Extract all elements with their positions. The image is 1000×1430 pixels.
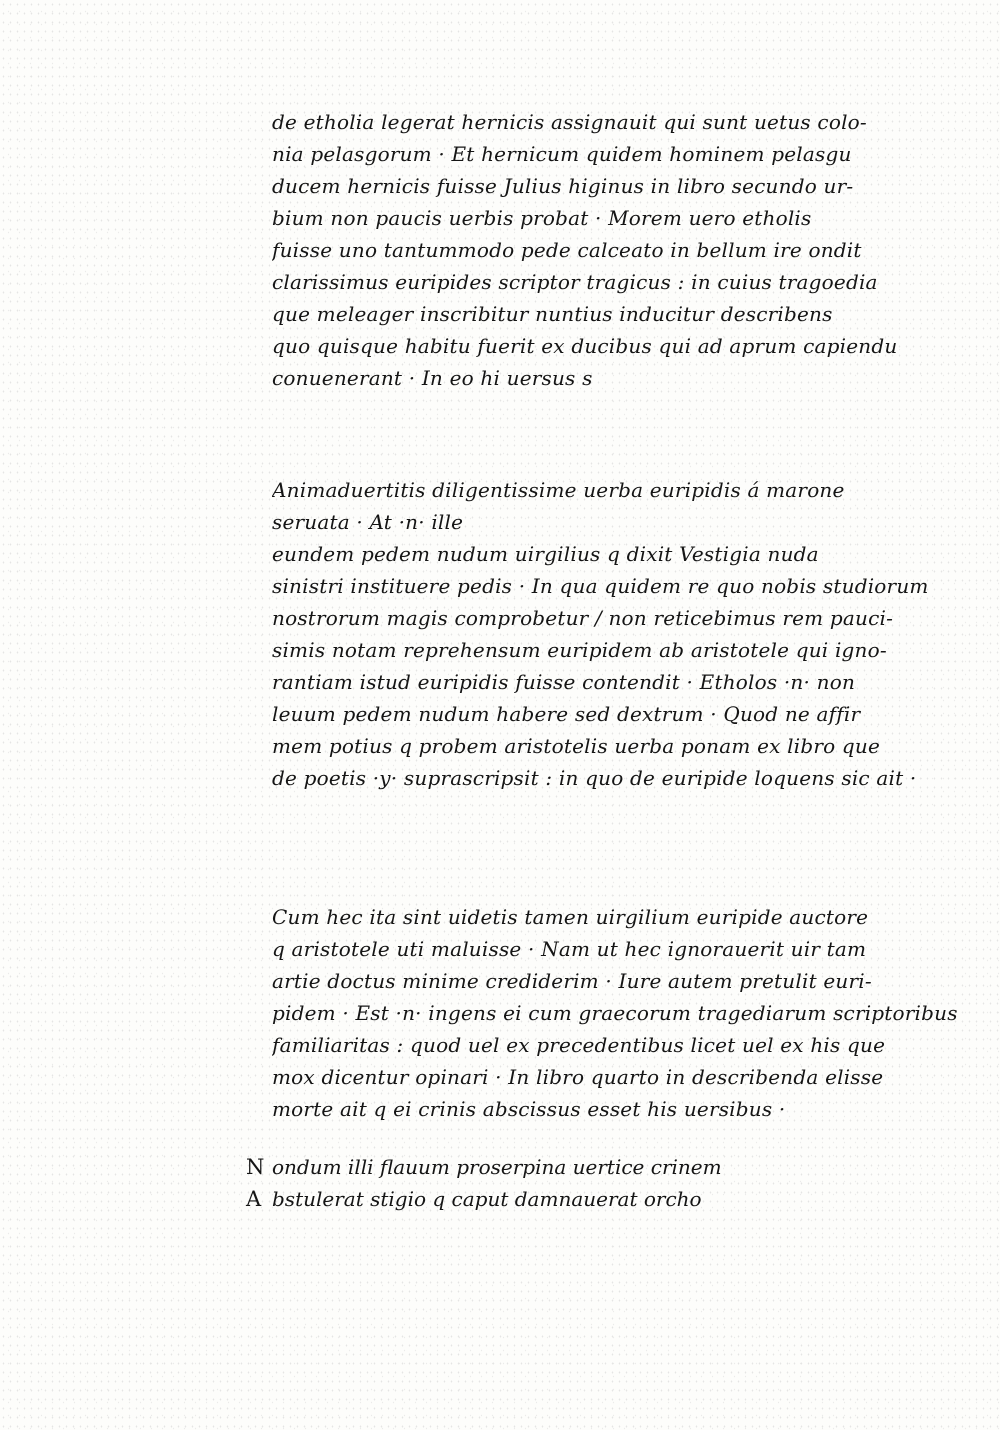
verse-text: bstulerat stigio q caput damnauerat orcho — [272, 1187, 702, 1211]
text-line: nostrorum magis comprobetur / non reticebimus rem pauci- — [272, 606, 894, 630]
verse-text: ondum illi flauum proserpina uertice crinem — [272, 1155, 722, 1179]
text-line: nia pelasgorum · Et hernicum quidem hominem pelasgu — [272, 142, 852, 166]
text-line: de etholia legerat hernicis assignauit qui sunt uetus colo- — [272, 110, 867, 134]
text-line: ducem hernicis fuisse Julius higinus in libro secundo ur- — [272, 174, 854, 198]
verse-line — [246, 1183, 966, 1215]
text-line: de poetis ·y· suprascripsit : in quo de euripide loquens sic ait · — [272, 766, 917, 790]
paragraph-1 — [272, 106, 962, 394]
text-line: simis notam reprehensum euripidem ab aristotele qui igno- — [272, 638, 887, 662]
text-line: artie doctus minime crediderim · Iure autem pretulit euri- — [272, 969, 872, 993]
text-line: q aristotele uti maluisse · Nam ut hec ignorauerit uir tam — [272, 937, 867, 961]
verse-initial: A — [246, 1187, 262, 1211]
verse-initial: N — [246, 1155, 265, 1179]
text-line: quo quisque habitu fuerit ex ducibus qui ad aprum capiendu — [272, 334, 898, 358]
text-line: fuisse uno tantummodo pede calceato in bellum ire ondit — [272, 238, 862, 262]
text-line: que meleager inscribitur nuntius inducitur describens — [272, 302, 833, 326]
text-line: leuum pedem nudum habere sed dextrum · Quod ne affir — [272, 702, 861, 726]
text-line: familiaritas : quod uel ex precedentibus licet uel ex his que — [272, 1033, 886, 1057]
verse-quotation — [246, 1151, 966, 1215]
verse-line — [246, 1151, 966, 1183]
text-line: morte ait q ei crinis abscissus esset his uersibus · — [272, 1097, 786, 1121]
text-line: sinistri instituere pedis · In qua quidem re quo nobis studiorum — [272, 574, 929, 598]
text-line: seruata · At ·n· ille — [272, 510, 464, 534]
text-line: conuenerant · In eo hi uersus s — [272, 366, 593, 390]
text-line: Cum hec ita sint uidetis tamen uirgilium euripide auctore — [272, 905, 869, 929]
text-line: rantiam istud euripidis fuisse contendit · Etholos ·n· non — [272, 670, 856, 694]
text-line: Animaduertitis diligentissime uerba euripidis á marone — [272, 478, 845, 502]
paragraph-2 — [272, 474, 962, 794]
text-line: eundem pedem nudum uirgilius q dixit Vestigia nuda — [272, 542, 819, 566]
text-line: mem potius q probem aristotelis uerba ponam ex libro que — [272, 734, 881, 758]
text-line: clarissimus euripides scriptor tragicus : in cuius tragoedia — [272, 270, 878, 294]
text-line: bium non paucis uerbis probat · Morem uero etholis — [272, 206, 812, 230]
paragraph-3 — [272, 901, 962, 1125]
text-line: mox dicentur opinari · In libro quarto in describenda elisse — [272, 1065, 884, 1089]
text-line: pidem · Est ·n· ingens ei cum graecorum tragediarum scriptoribus — [272, 1001, 958, 1025]
